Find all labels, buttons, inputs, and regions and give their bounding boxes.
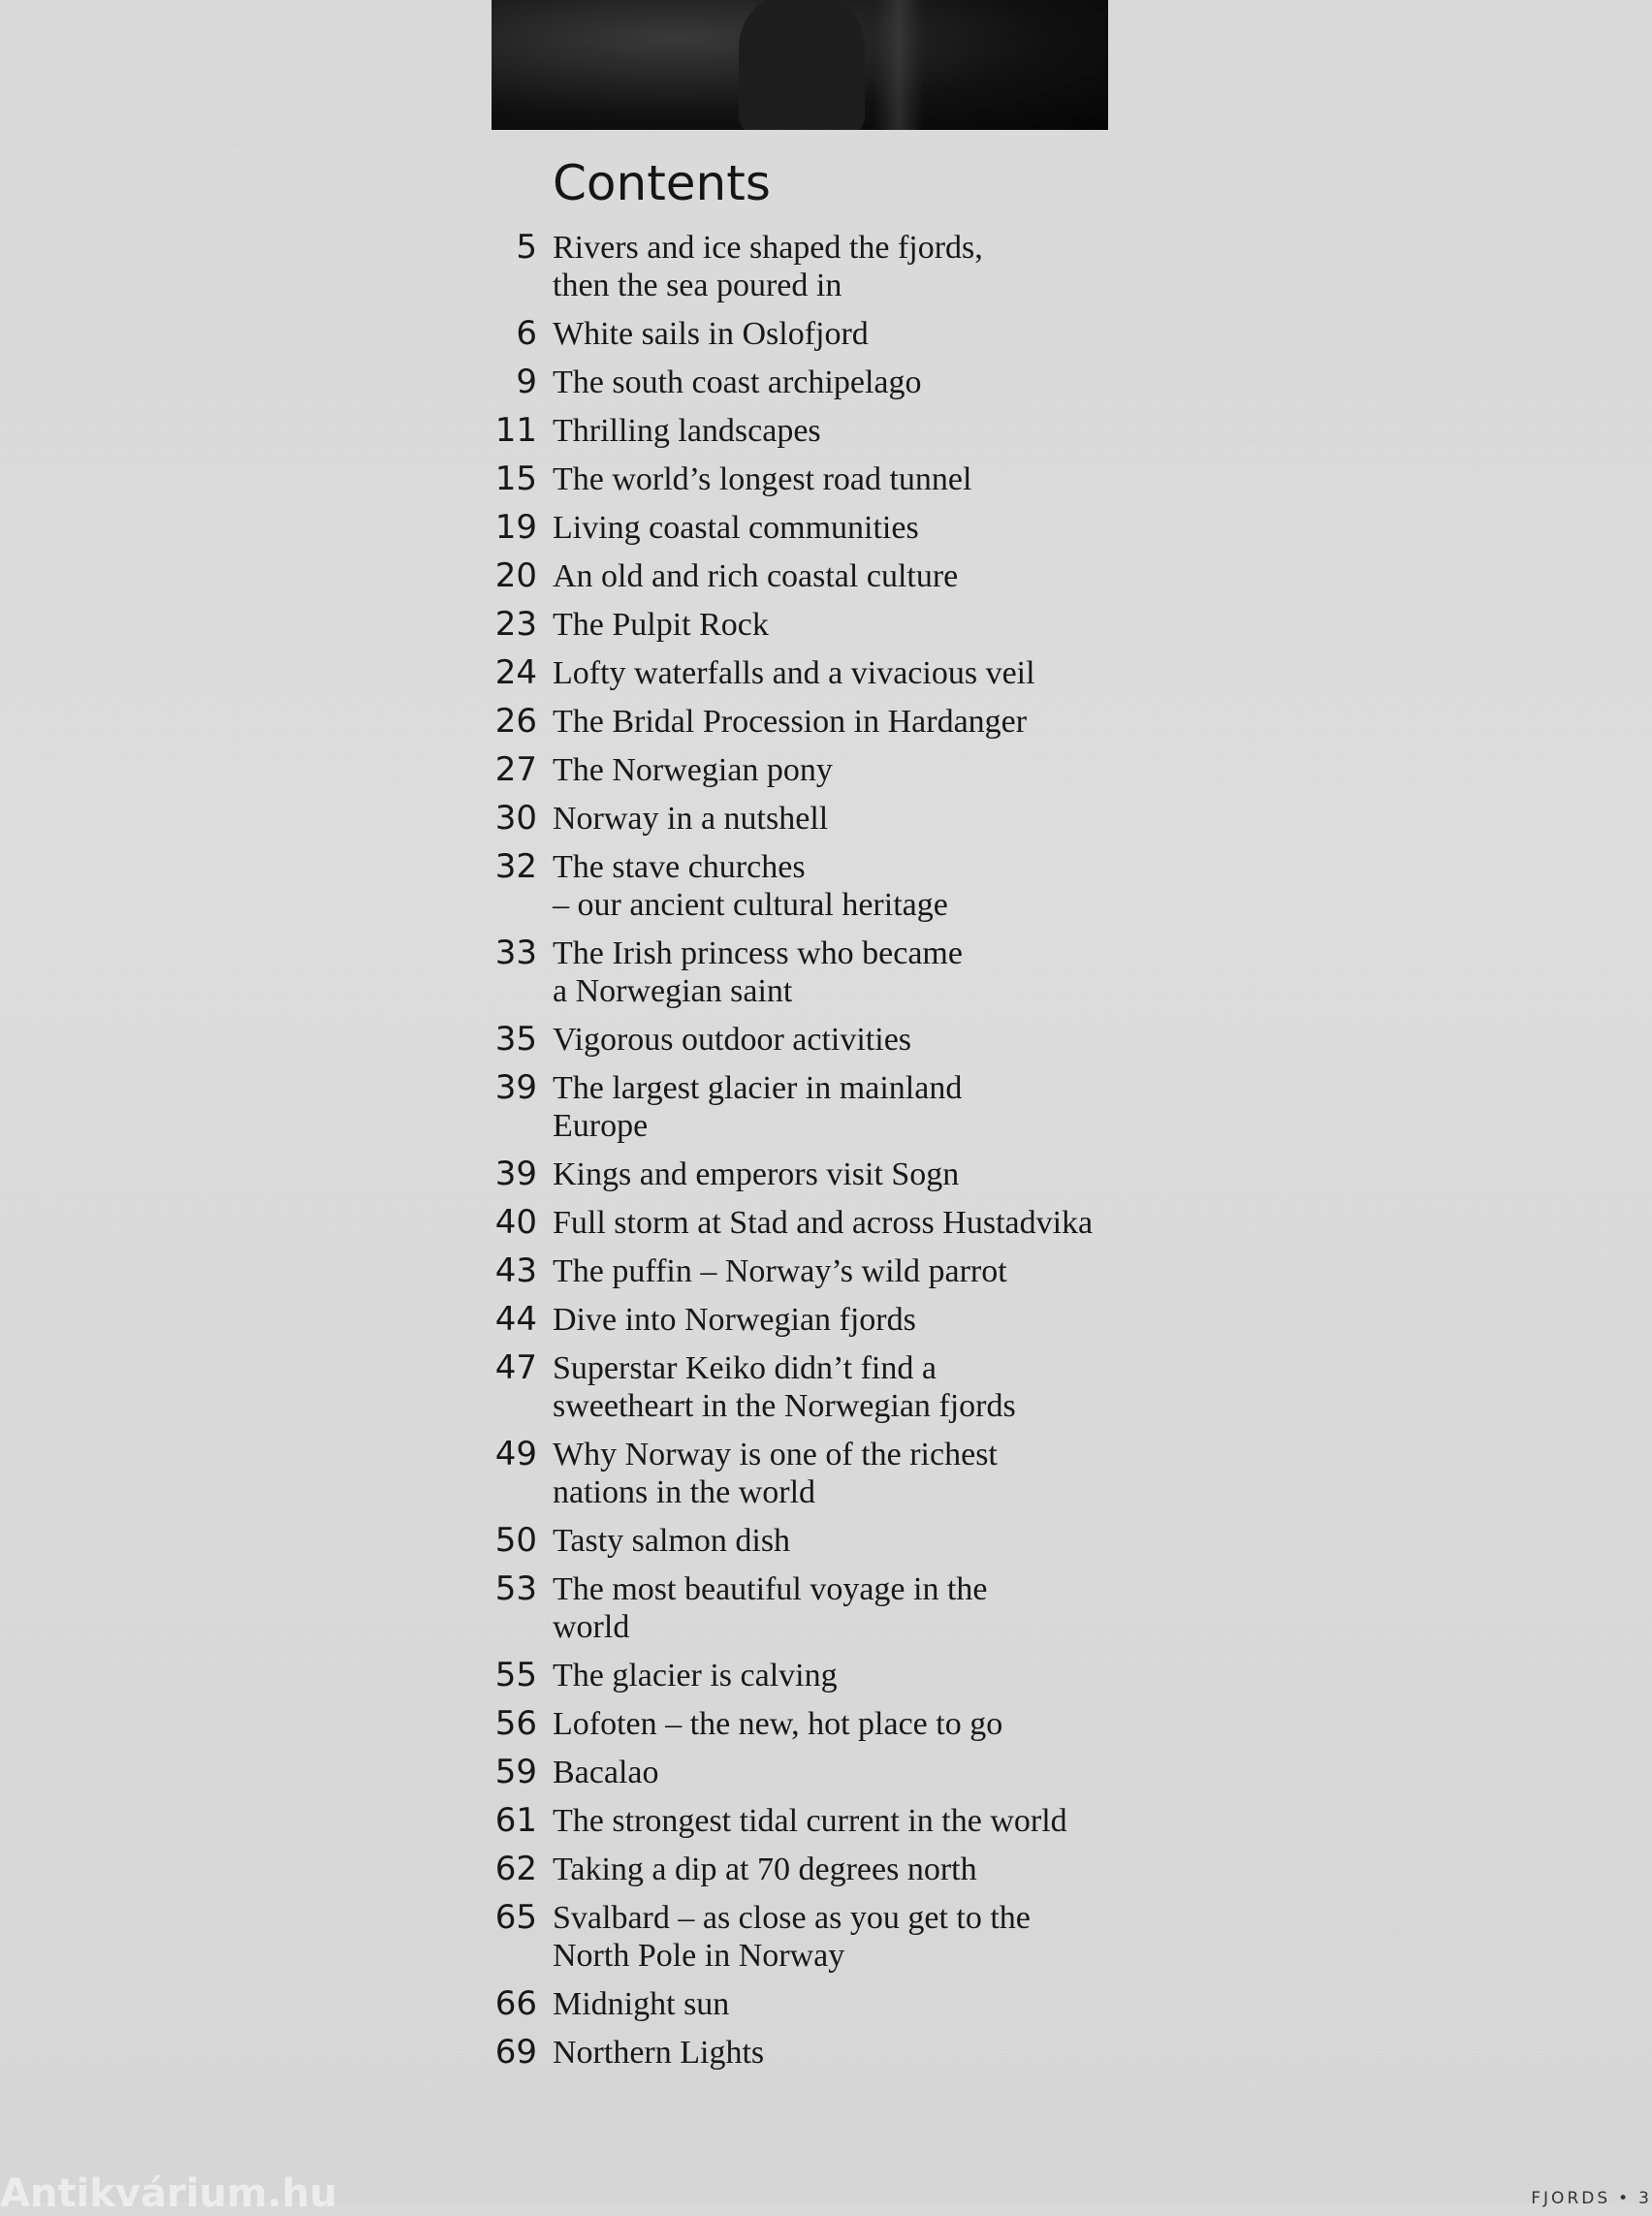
toc-page-number: 44	[494, 1300, 537, 1339]
toc-entry-title: Taking a dip at 70 degrees north	[553, 1852, 977, 1887]
toc-entry	[485, 1436, 1183, 1511]
toc-page-number: 49	[494, 1435, 537, 1473]
toc-page-number: 39	[494, 1155, 537, 1193]
toc-entry-title: Why Norway is one of the richest nations in the world	[553, 1437, 998, 1510]
toc-page-number: 40	[494, 1203, 537, 1242]
toc-entry-title: Dive into Norwegian fjords	[553, 1302, 916, 1338]
toc-entry	[485, 751, 1183, 789]
toc-entry-title: Lofoten – the new, hot place to go	[553, 1706, 1003, 1742]
toc-entry	[485, 229, 1183, 304]
toc-page-number: 35	[494, 1020, 537, 1059]
toc-entry	[485, 509, 1183, 547]
toc-page-number: 32	[494, 847, 537, 886]
toc-entry-title: The strongest tidal current in the world	[553, 1803, 1067, 1839]
toc-entry	[485, 412, 1183, 450]
toc-entry	[485, 703, 1183, 741]
toc-entry-title: The most beautiful voyage in the world	[553, 1571, 988, 1645]
toc-page-number: 11	[494, 411, 537, 450]
toc-entry	[485, 800, 1183, 838]
toc-entry-title: An old and rich coastal culture	[553, 558, 959, 594]
watermark-text: Antikvárium.hu	[0, 2171, 337, 2216]
toc-page-number: 69	[494, 2033, 537, 2072]
toc-entry-title: The puffin – Norway’s wild parrot	[553, 1253, 1007, 1289]
toc-entry-title: Living coastal communities	[553, 510, 919, 546]
toc-entry-title: The south coast archipelago	[553, 364, 922, 400]
toc-entry-title: Superstar Keiko didn’t find a sweetheart in the Norwegian fjords	[553, 1350, 1016, 1424]
photo-figure-silhouette	[739, 0, 865, 130]
toc-entry	[485, 1204, 1183, 1242]
footer-separator-dot: •	[1618, 2189, 1632, 2208]
toc-entry	[485, 654, 1183, 692]
toc-entry	[485, 1021, 1183, 1059]
toc-page-number: 15	[494, 459, 537, 498]
toc-entry-title: The glacier is calving	[553, 1658, 838, 1694]
toc-entry-title: The Pulpit Rock	[553, 607, 769, 643]
toc-entry	[485, 1705, 1183, 1743]
header-photo	[492, 0, 1108, 130]
toc-entry-title: The largest glacier in mainland Europe	[553, 1070, 963, 1144]
toc-entry-title: Thrilling landscapes	[553, 413, 821, 449]
toc-page-number: 6	[516, 314, 537, 353]
photo-light-reflection	[874, 0, 923, 130]
toc-page-number: 61	[494, 1801, 537, 1840]
toc-entry	[485, 1252, 1183, 1290]
toc-entry-title: Norway in a nutshell	[553, 801, 829, 837]
toc-entry	[485, 1349, 1183, 1425]
toc-page-number: 43	[494, 1251, 537, 1290]
toc-entry-title: The stave churches – our ancient cultural heritage	[553, 849, 948, 923]
toc-entry	[485, 848, 1183, 924]
toc-page-number: 56	[494, 1704, 537, 1743]
toc-entry-title: Northern Lights	[553, 2035, 765, 2071]
toc-page-number: 20	[494, 556, 537, 595]
toc-page-number: 5	[516, 228, 537, 267]
toc-page-number: 66	[494, 1984, 537, 2023]
toc-entry	[485, 1522, 1183, 1560]
toc-page-number: 59	[494, 1753, 537, 1791]
toc-entry-title: Full storm at Stad and across Hustadvika	[553, 1205, 1094, 1241]
toc-page-number: 55	[494, 1656, 537, 1694]
toc-entry	[485, 2034, 1183, 2072]
toc-entry-title: The Bridal Procession in Hardanger	[553, 704, 1028, 740]
toc-page-number: 39	[494, 1068, 537, 1107]
toc-entry	[485, 1802, 1183, 1840]
toc-page-number: 9	[516, 363, 537, 401]
toc-entry-title: The Norwegian pony	[553, 752, 833, 788]
toc-entry-title: Midnight sun	[553, 1986, 730, 2022]
contents-heading: Contents	[553, 155, 771, 211]
toc-entry	[485, 460, 1183, 498]
toc-entry	[485, 1899, 1183, 1975]
toc-entry	[485, 1069, 1183, 1145]
toc-page-number: 65	[494, 1898, 537, 1937]
toc-entry	[485, 1301, 1183, 1339]
toc-entry	[485, 934, 1183, 1010]
toc-entry-title: Lofty waterfalls and a vivacious veil	[553, 655, 1035, 691]
toc-entry	[485, 1155, 1183, 1193]
toc-page-number: 47	[494, 1348, 537, 1387]
toc-page-number: 50	[494, 1521, 537, 1560]
toc-page-number: 27	[494, 750, 537, 789]
table-of-contents	[485, 229, 1183, 2082]
toc-entry-title: White sails in Oslofjord	[553, 316, 869, 352]
toc-entry-title: The world’s longest road tunnel	[553, 461, 972, 497]
page-number: 3	[1638, 2189, 1652, 2208]
page-footer	[1531, 2189, 1652, 2208]
running-title: FJORDS	[1531, 2189, 1611, 2208]
toc-entry	[485, 1754, 1183, 1791]
toc-entry-title: The Irish princess who became a Norwegian saint	[553, 935, 963, 1009]
toc-entry	[485, 1657, 1183, 1694]
toc-entry	[485, 1985, 1183, 2023]
toc-entry-title: Tasty salmon dish	[553, 1523, 791, 1559]
toc-page-number: 26	[494, 702, 537, 741]
toc-entry-title: Vigorous outdoor activities	[553, 1022, 912, 1058]
toc-entry-title: Rivers and ice shaped the fjords, then the sea poured in	[553, 230, 983, 303]
toc-page-number: 53	[494, 1569, 537, 1608]
toc-entry	[485, 315, 1183, 353]
toc-entry	[485, 364, 1183, 401]
toc-entry	[485, 606, 1183, 644]
toc-entry	[485, 557, 1183, 595]
toc-page-number: 33	[494, 934, 537, 972]
toc-entry-title: Kings and emperors visit Sogn	[553, 1156, 960, 1192]
toc-entry-title: Bacalao	[553, 1755, 659, 1790]
toc-entry	[485, 1570, 1183, 1646]
toc-entry	[485, 1851, 1183, 1888]
toc-page-number: 19	[494, 508, 537, 547]
toc-page-number: 62	[494, 1850, 537, 1888]
toc-page-number: 30	[494, 799, 537, 838]
toc-page-number: 24	[494, 653, 537, 692]
toc-entry-title: Svalbard – as close as you get to the North Pole in Norway	[553, 1900, 1031, 1974]
toc-page-number: 23	[494, 605, 537, 644]
